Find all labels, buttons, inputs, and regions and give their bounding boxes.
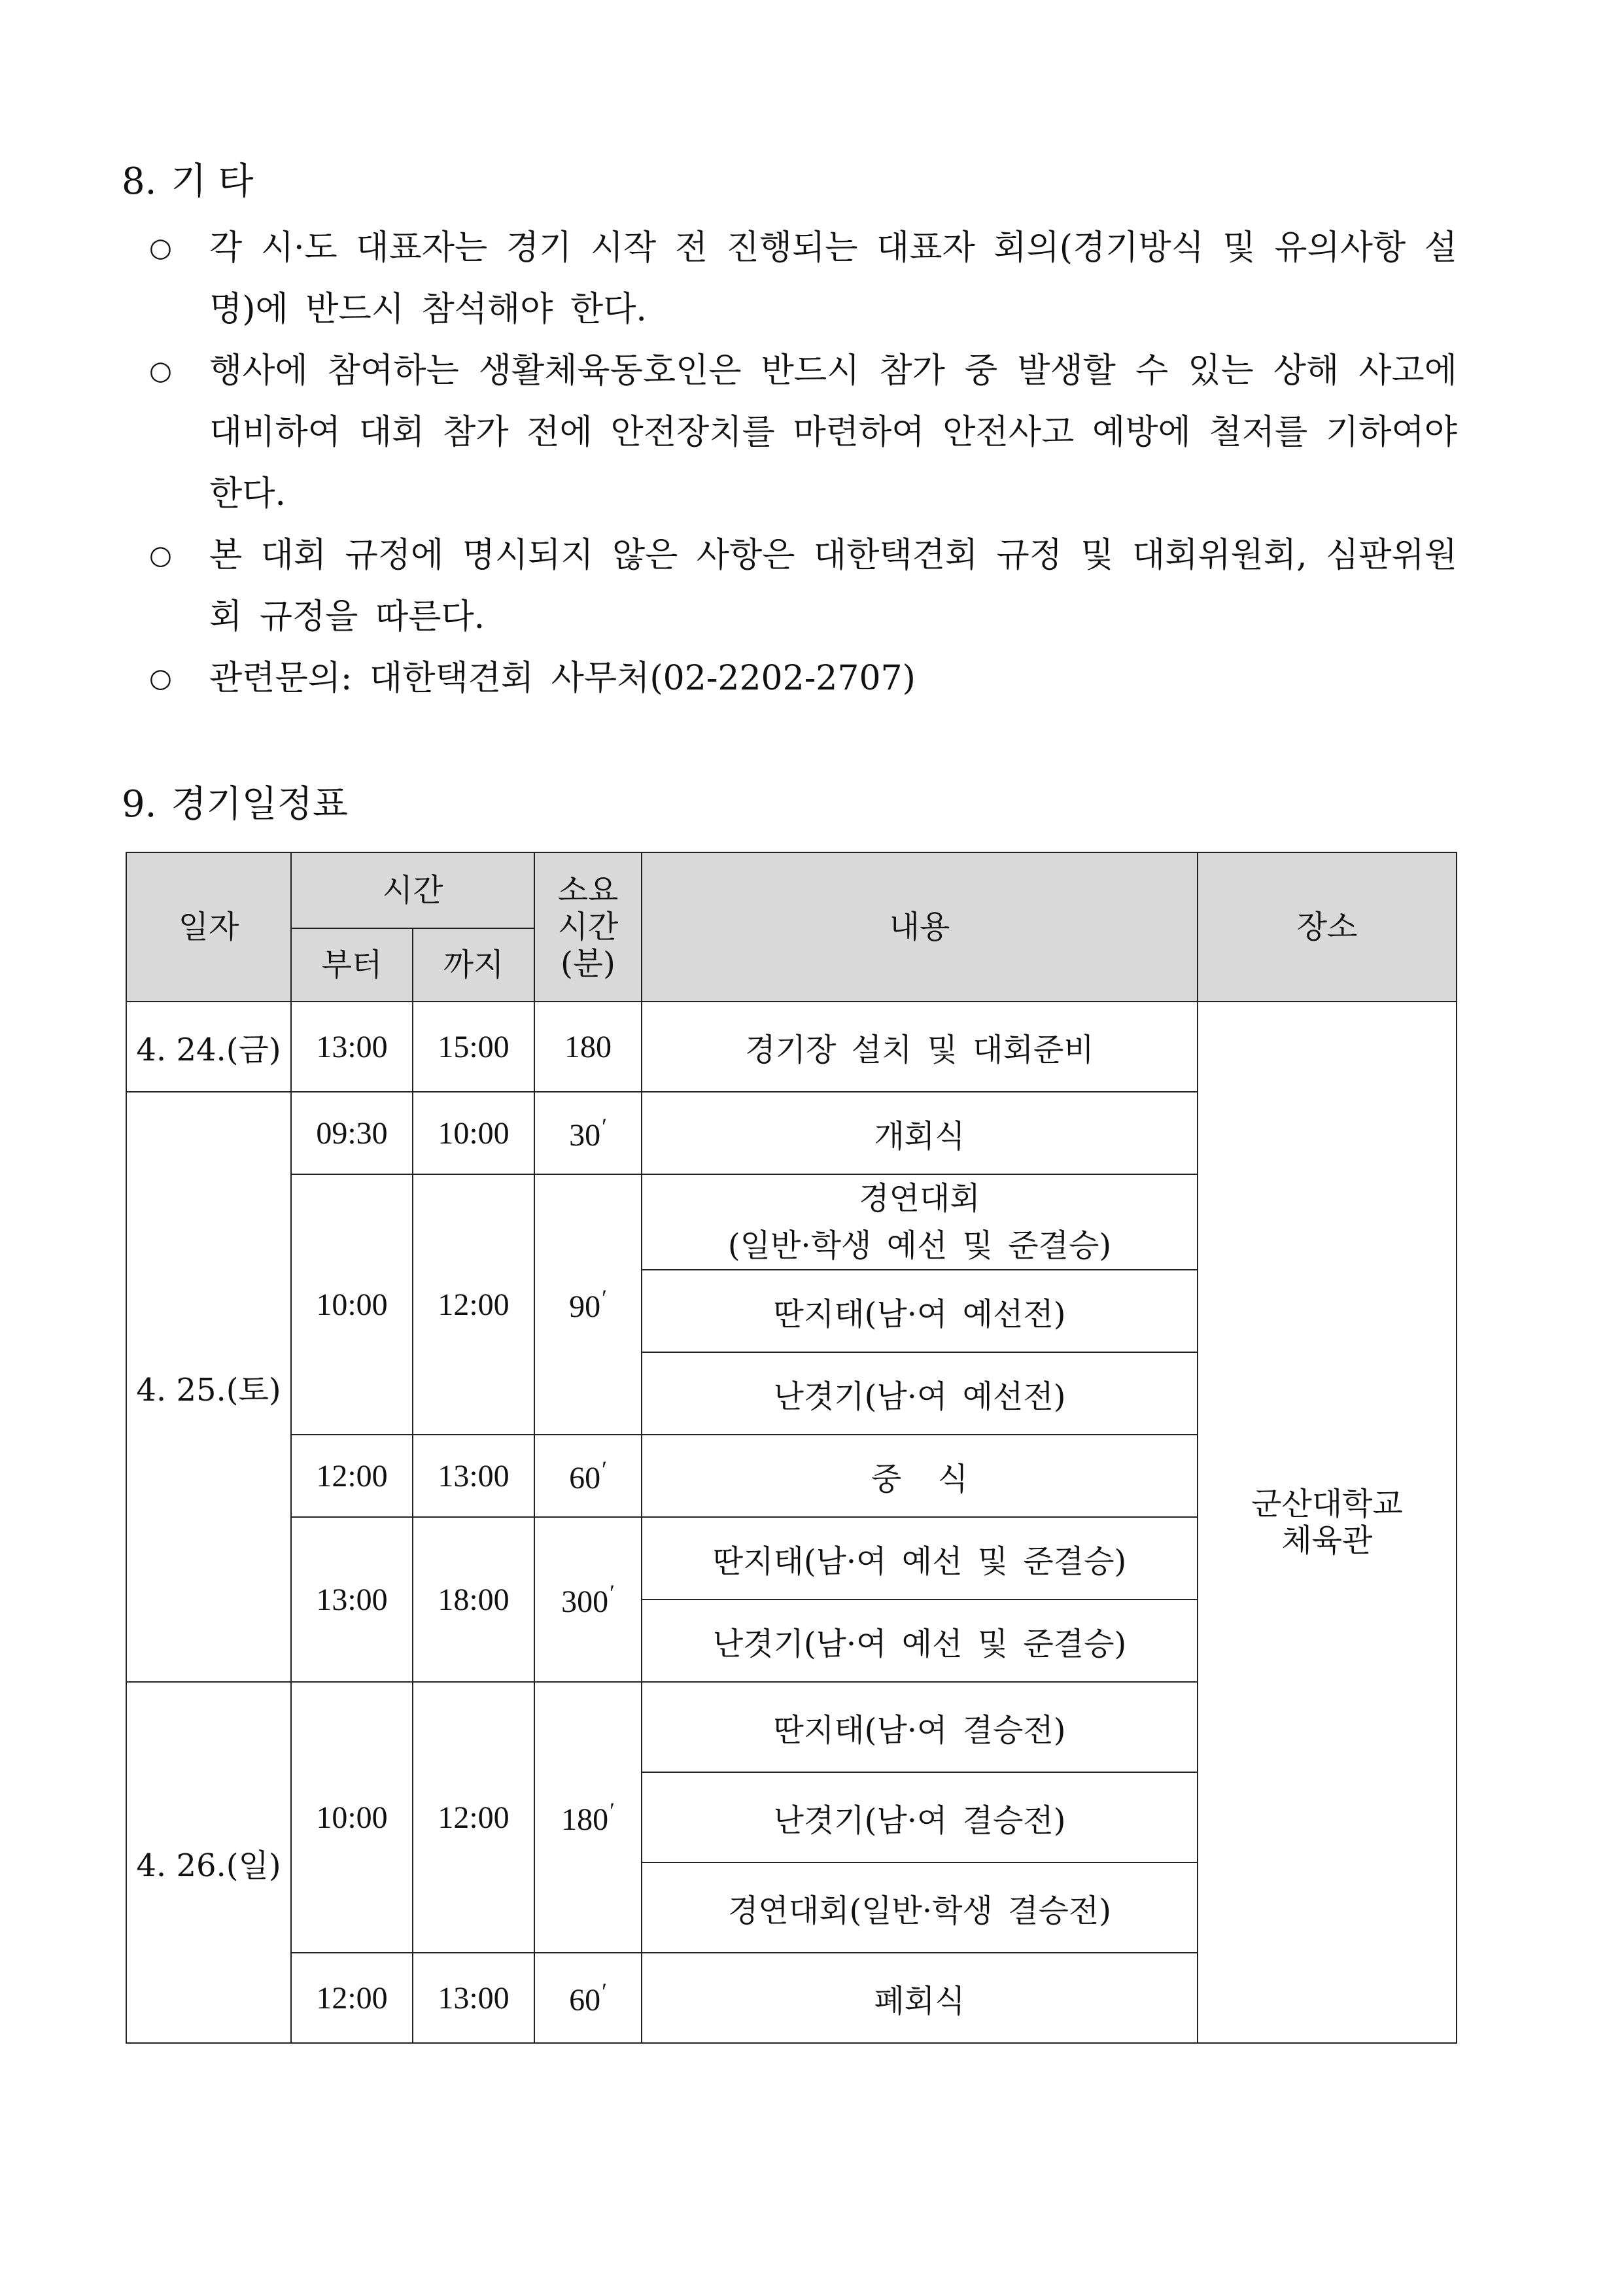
from-cell: 13:00 <box>291 1517 413 1682</box>
header-time: 시간 <box>291 852 534 928</box>
table-row <box>126 1002 1457 1092</box>
header-duration-line1: 소요 <box>557 872 619 909</box>
content-line1: 경연대회 <box>859 1180 980 1217</box>
list-item <box>149 525 1457 648</box>
content-cell: 딴지태(남·여 예선전) <box>642 1270 1198 1352</box>
date-cell: 4. 24.(금) <box>126 1002 291 1092</box>
list-item <box>149 648 1457 709</box>
section-9-number: 9. <box>122 783 157 826</box>
minute-mark: ′ <box>602 1456 607 1482</box>
duration-value: 180 <box>561 1802 609 1837</box>
duration-cell <box>534 1174 642 1435</box>
to-cell: 12:00 <box>413 1174 534 1435</box>
from-cell: 10:00 <box>291 1174 413 1435</box>
header-date: 일자 <box>126 852 291 1002</box>
from-cell: 12:00 <box>291 1435 413 1517</box>
circle-bullet-icon: ○ <box>149 540 172 570</box>
place-cell <box>1198 1002 1457 2043</box>
list-item-text: 행사에 참여하는 생활체육동호인은 반드시 참가 중 발생할 수 있는 상해 사고에 대비하여 대회 참가 전에 안전장치를 마련하여 안전사고 예방에 철저를 기하여야 한다. <box>209 351 1457 514</box>
duration-value: 60 <box>569 1983 601 2018</box>
header-place: 장소 <box>1198 852 1457 1002</box>
list-item <box>149 217 1457 340</box>
place-line1: 군산대학교 <box>1251 1486 1403 1522</box>
minute-mark: ′ <box>610 1580 615 1606</box>
to-cell: 18:00 <box>413 1517 534 1682</box>
content-cell: 경기장 설치 및 대회준비 <box>642 1002 1198 1092</box>
minute-mark: ′ <box>610 1798 615 1824</box>
header-duration <box>534 852 642 1002</box>
schedule-table <box>126 852 1457 2044</box>
header-content: 내용 <box>642 852 1198 1002</box>
to-cell: 10:00 <box>413 1092 534 1174</box>
list-item <box>149 340 1457 525</box>
header-duration-line3: (분) <box>561 945 615 982</box>
duration-cell <box>534 1435 642 1517</box>
header-from: 부터 <box>291 928 413 1002</box>
circle-bullet-icon: ○ <box>149 663 172 693</box>
place-line2: 체육관 <box>1281 1522 1373 1559</box>
minute-mark: ′ <box>602 1113 607 1140</box>
content-cell: 난겻기(남·여 예선전) <box>642 1352 1198 1435</box>
date-cell: 4. 26.(일) <box>126 1682 291 2043</box>
list-item-text: 본 대회 규정에 명시되지 않은 사항은 대한택견회 규정 및 대회위원회, 심판위원회 규정을 따른다. <box>209 536 1457 637</box>
from-cell: 10:00 <box>291 1682 413 1953</box>
duration-cell <box>534 1682 642 1953</box>
header-duration-line2: 시간 <box>557 909 619 945</box>
duration-value: 300 <box>561 1584 609 1619</box>
minute-mark: ′ <box>602 1978 607 2004</box>
to-cell: 12:00 <box>413 1682 534 1953</box>
content-cell: 난겻기(남·여 예선 및 준결승) <box>642 1599 1198 1682</box>
header-to: 까지 <box>413 928 534 1002</box>
minute-mark: ′ <box>602 1285 607 1311</box>
content-cell: 중 식 <box>642 1435 1198 1517</box>
content-cell: 딴지태(남·여 예선 및 준결승) <box>642 1517 1198 1599</box>
section-9-title: 경기일정표 <box>171 783 348 826</box>
to-cell: 15:00 <box>413 1002 534 1092</box>
content-cell: 개회식 <box>642 1092 1198 1174</box>
section-8-list <box>149 217 1457 709</box>
content-cell: 폐회식 <box>642 1953 1198 2043</box>
duration-cell <box>534 1953 642 2043</box>
circle-bullet-icon: ○ <box>149 356 172 386</box>
section-8-title: 기 타 <box>171 160 254 203</box>
duration-value: 90 <box>569 1289 601 1324</box>
section-9-heading <box>122 778 348 831</box>
section-8-heading <box>122 156 253 208</box>
table-header-row <box>126 852 1457 928</box>
duration-cell <box>534 1517 642 1682</box>
list-item-text: 관련문의: 대한택견회 사무처(02-2202-2707) <box>209 659 916 698</box>
from-cell: 12:00 <box>291 1953 413 2043</box>
content-cell: 딴지태(남·여 결승전) <box>642 1682 1198 1772</box>
circle-bullet-icon: ○ <box>149 233 172 263</box>
to-cell: 13:00 <box>413 1953 534 2043</box>
section-8-number: 8. <box>122 160 157 203</box>
content-line2: (일반·학생 예선 및 준결승) <box>727 1227 1112 1264</box>
content-cell: 난겻기(남·여 결승전) <box>642 1772 1198 1862</box>
duration-cell: 180 <box>534 1002 642 1092</box>
content-cell: 경연대회(일반·학생 결승전) <box>642 1862 1198 1953</box>
list-item-text: 각 시·도 대표자는 경기 시작 전 진행되는 대표자 회의(경기방식 및 유의사항 설명)에 반드시 참석해야 한다. <box>209 228 1457 329</box>
from-cell: 09:30 <box>291 1092 413 1174</box>
duration-value: 60 <box>569 1461 601 1495</box>
duration-value: 30 <box>569 1118 601 1153</box>
from-cell: 13:00 <box>291 1002 413 1092</box>
to-cell: 13:00 <box>413 1435 534 1517</box>
duration-cell <box>534 1092 642 1174</box>
date-cell: 4. 25.(토) <box>126 1092 291 1682</box>
content-cell <box>642 1174 1198 1270</box>
